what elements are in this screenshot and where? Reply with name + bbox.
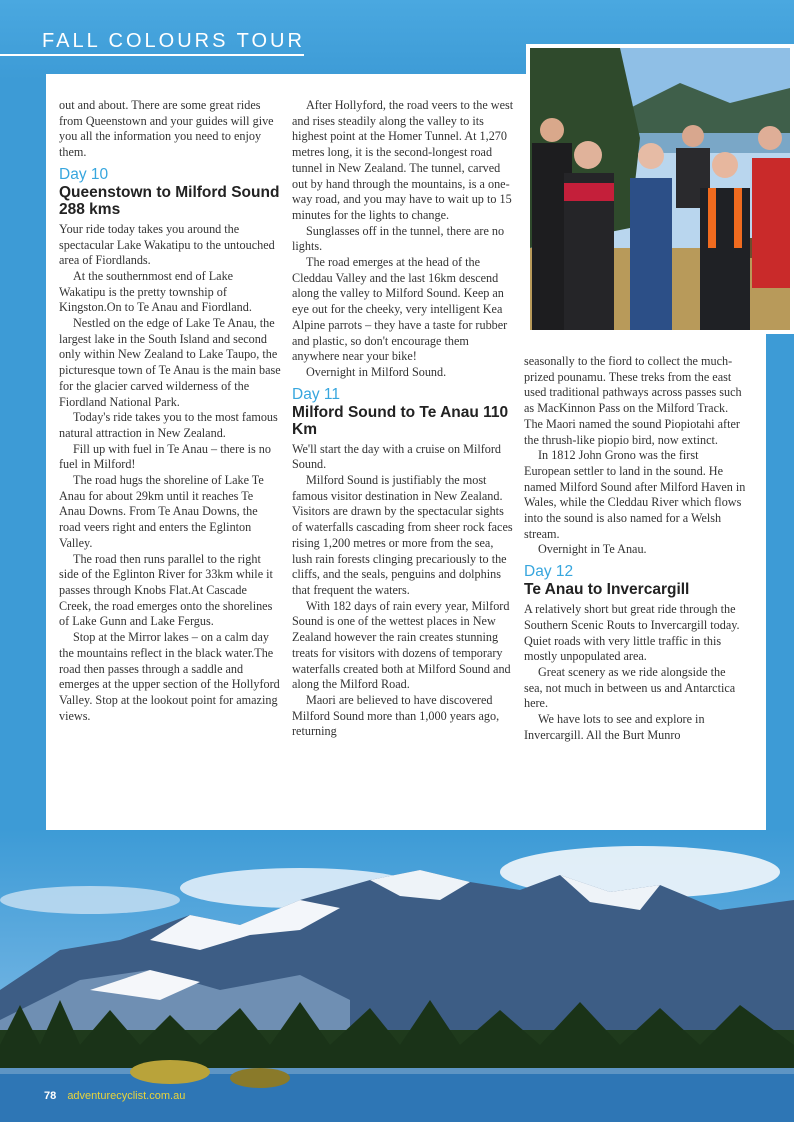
- body-paragraph: Great scenery as we ride alongside the sea, not much in between us and Antarctica here.: [524, 664, 736, 711]
- body-paragraph: Maori are believed to have discovered Milford Sound more than 1,000 years ago, returning: [292, 692, 500, 739]
- mountain-lake-photo: [0, 830, 794, 1122]
- page-footer: [44, 1090, 185, 1102]
- website-link[interactable]: adventurecyclist.com.au: [67, 1090, 186, 1102]
- body-paragraph: The road hugs the shoreline of Lake Te Anau for about 29km until it reaches Te Anau Downs. From Te Anau Downs, the road veers right and enters the Eglinton Valley.: [59, 473, 264, 550]
- body-paragraph: seasonally to the fiord to collect the much-prized pounamu. These treks from the east used traditional pathways across passes such as MacKinnon Pass on the Milford Track. The Maori named the sound Piopiotahi after the thrush-like piopio bird, now extinct.: [524, 354, 742, 447]
- text-column-2: [292, 98, 514, 740]
- day-route-heading: Queenstown to Milford Sound 288 kms: [59, 183, 280, 218]
- body-paragraph: Fill up with fuel in Te Anau – there is no fuel in Milford!: [59, 441, 271, 472]
- body-paragraph: Nestled on the edge of Lake Te Anau, the largest lake in the South Island and second only within New Zealand to Lake Taupo, the picturesque town of Te Anau is the main base for the glacier carved wilderness of the Fiordland National Park.: [59, 316, 281, 409]
- body-paragraph: We have lots to see and explore in Invercargill. All the Burt Munro: [524, 712, 705, 742]
- body-paragraph: After Hollyford, the road veers to the west and rises steadily along the valley to its highest point at the Homer Tunnel. At 1,270 metres long, it is the second-longest road tunnel in New Zealand. The tunnel, carved out by hand through the mountains, is a one-way road, and you may have to wait up to 15 minutes for the lights to change.: [292, 98, 514, 222]
- day-route-heading: Milford Sound to Te Anau 110 Km: [292, 403, 509, 438]
- body-paragraph: At the southernmost end of Lake Wakatipu is the pretty township of Kingston.On to Te Anau and Fiordland.: [59, 268, 252, 315]
- body-paragraph: The road emerges at the head of the Cleddau Valley and the last 16km descend along the valley to Milford Sound. Keep an eye out for the cheeky, very intelligent Kea Alpine parrots – they have a taste for rubber and plastic, so don't encourage them anywhere near your bike!: [292, 255, 508, 364]
- body-paragraph: Milford Sound is justifiably the most famous visitor destination in New Zealand. Visitors are drawn by the spectacular sights of waterfalls cascading from sheer rock faces rising 1,200 metres or more from the sea, lush rain forests clinging precariously to the cliffs, and the seals, penguins and dolphins that frequent the waters.: [292, 473, 513, 597]
- day-route-heading: Te Anau to Invercargill: [524, 581, 690, 599]
- body-paragraph: We'll start the day with a cruise on Milford Sound.: [292, 441, 502, 472]
- day-label: Day 10: [59, 165, 109, 183]
- body-paragraph: The road then runs parallel to the right side of the Eglinton River for 33km while it passes through Knobs Flat.At Cascade Creek, the road emerges onto the shorelines of Lake Gunn and Lake Fergus.: [59, 551, 273, 629]
- text-column-3: [524, 354, 746, 743]
- title-underline: [0, 54, 304, 56]
- body-paragraph: With 182 days of rain every year, Milford Sound is one of the wettest places in New Zealand however the rain creates stunning treats for visitors with dozens of temporary waterfalls created both at Milford Sound and along the Milford Road.: [292, 598, 511, 692]
- body-paragraph: Stop at the Mirror lakes – on a calm day the mountains reflect in the black water.The road then passes through a saddle and emerges at the upper section of the Hollyford Valley. Stop at the lookout point for amazing views.: [59, 630, 280, 723]
- day-label: Day 11: [292, 385, 340, 403]
- body-paragraph: In 1812 John Grono was the first European settler to land in the sound. He named Milford Sound after Milford Haven in Wales, while the Cleddau River which flows into the sound is also named for a Welsh stream.: [524, 448, 746, 541]
- body-paragraph: out and about. There are some great rides from Queenstown and your guides will give you all the information you need to enjoy them.: [59, 98, 274, 160]
- section-title: FALL COLOURS TOUR: [42, 30, 305, 52]
- body-paragraph: Overnight in Te Anau.: [538, 542, 647, 557]
- body-paragraph: Sunglasses off in the tunnel, there are no lights.: [292, 223, 505, 254]
- body-paragraph: Your ride today takes you around the spectacular Lake Wakatipu to the untouched area of Fiordlands.: [59, 221, 275, 268]
- body-paragraph: A relatively short but great ride through the Southern Scenic Routs to Invercargill today. Quiet roads with very little traffic in this mostly unpopulated area.: [524, 602, 740, 664]
- text-column-1: [59, 98, 281, 724]
- day-label: Day 12: [524, 563, 574, 581]
- page-number: 78: [44, 1090, 57, 1102]
- body-paragraph: Today's ride takes you to the most famous natural attraction in New Zealand.: [59, 410, 278, 440]
- body-paragraph: Overnight in Milford Sound.: [306, 364, 447, 379]
- group-photo: [526, 44, 794, 334]
